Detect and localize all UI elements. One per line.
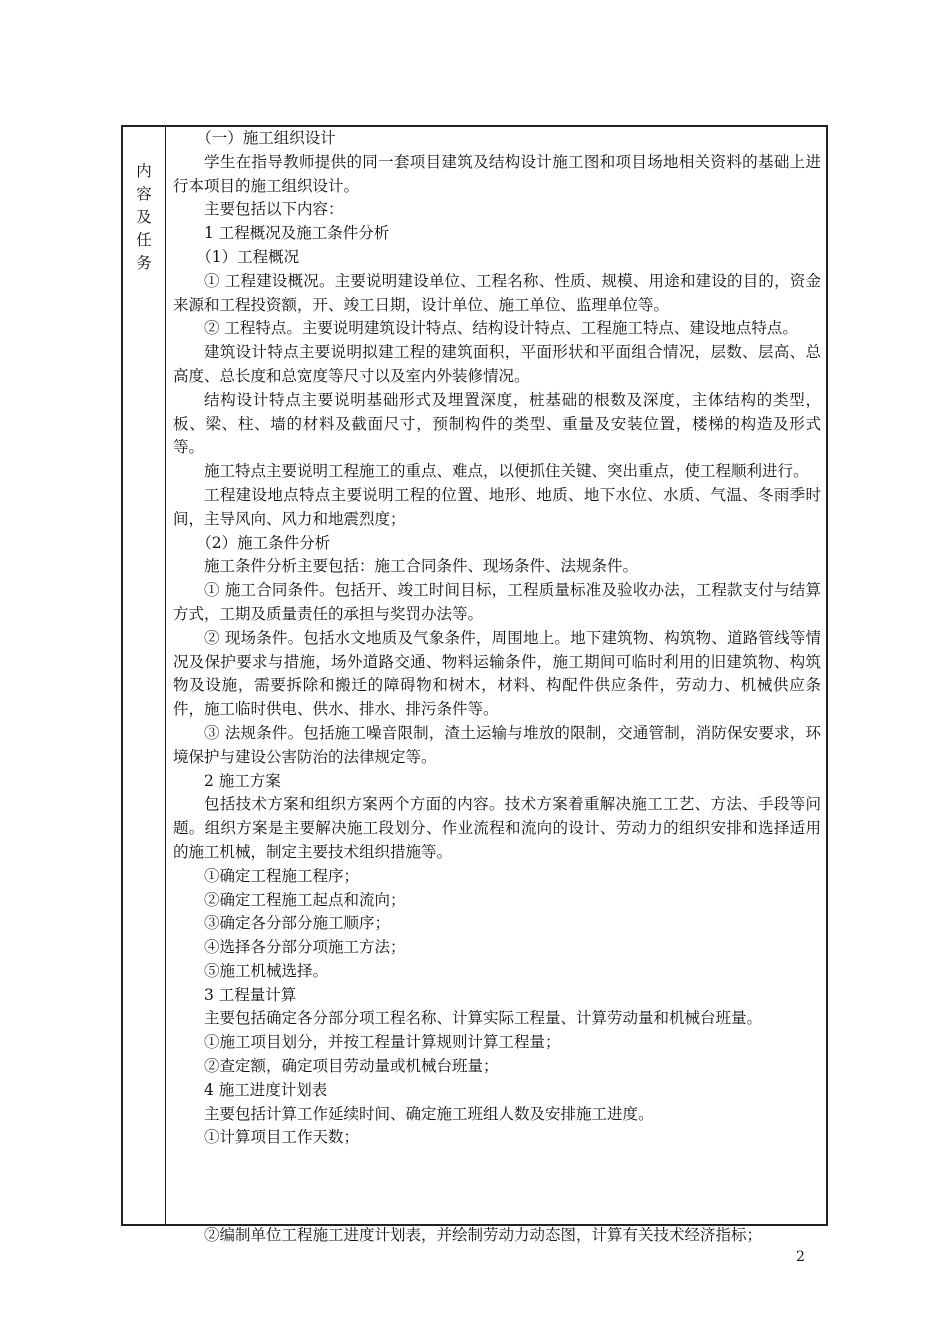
content-paragraph: 4 施工进度计划表: [204, 1080, 328, 1099]
content-paragraph: ①施工项目划分，并按工程量计算规则计算工程量；: [204, 1033, 561, 1052]
section-label: [123, 160, 165, 275]
content-paragraph: ② 工程特点。主要说明建筑设计特点、结构设计特点、工程施工特点、建设地点特点。: [204, 319, 798, 338]
content-paragraph: 结构设计特点主要说明基础形式及埋置深度，桩基础的根数及深度，主体结构的类型，板、梁、柱、墙的材料及截面尺寸，预制构件的类型、重量及安装位置，楼梯的构造及形式等。: [173, 390, 821, 457]
section-label-char: 及: [136, 208, 152, 226]
section-label-char: 容: [136, 185, 152, 203]
content-paragraph: 1 工程概况及施工条件分析: [204, 224, 390, 243]
content-paragraph: 工程建设地点特点主要说明工程的位置、地形、地质、地下水位、水质、气温、冬雨季时间，主导风向、风力和地震烈度；: [173, 485, 821, 528]
content-paragraph: ① 工程建设概况。主要说明建设单位、工程名称、性质、规模、用途和建设的目的，资金来源和工程投资额，开、竣工日期，设计单位、施工单位、监理单位等。: [173, 271, 821, 314]
content-paragraph: ② 现场条件。包括水文地质及气象条件，周围地上。地下建筑物、构筑物、道路管线等情况及保护要求与措施，场外道路交通、物料运输条件，施工期间可临时利用的旧建筑物、构筑物及设施，需要拆除和搬迁的障碍物和树木，材料、构配件供应条件，劳动力、机械供应条件，施工临时供电、供水、排水、排污条件等。: [173, 628, 821, 719]
content-paragraph: （2）施工条件分析: [196, 533, 331, 552]
content-paragraph: 主要包括以下内容：: [204, 200, 344, 219]
content-paragraph: ①确定工程施工程序；: [204, 866, 360, 885]
section-label-char: 任: [136, 231, 152, 249]
content-paragraph: 主要包括计算工作延续时间、确定施工班组人数及安排施工进度。: [204, 1104, 654, 1123]
content-paragraph: ②查定额，确定项目劳动量或机械台班量；: [204, 1057, 499, 1076]
page-number: 2: [796, 1249, 805, 1265]
content-paragraph: 3 工程量计算: [204, 985, 297, 1004]
content-paragraph: ① 施工合同条件。包括开、竣工时间目标，工程质量标准及验收办法，工程款支付与结算方式，工期及质量责任的承担与奖罚办法等。: [173, 581, 821, 623]
content-paragraph: ③确定各分部分施工顺序；: [204, 914, 391, 933]
content-paragraph: ②确定工程施工起点和流向；: [204, 890, 406, 909]
content-paragraph: 学生在指导教师提供的同一套项目建筑及结构设计施工图和项目场地相关资料的基础上进行本项目的施工组织设计。: [173, 152, 821, 195]
column-divider: [165, 125, 166, 1226]
content-paragraph: 建筑设计特点主要说明拟建工程的建筑面积，平面形状和平面组合情况，层数、层高、总高度、总长度和总宽度等尺寸以及室内外装修情况。: [173, 343, 821, 385]
task-content: [173, 127, 821, 1150]
content-paragraph: 主要包括确定各分部分项工程名称、计算实际工程量、计算劳动量和机械台班量。: [204, 1009, 763, 1028]
content-paragraph: ⑤施工机械选择。: [204, 961, 329, 980]
section-label-char: 务: [136, 254, 152, 272]
content-paragraph: 施工特点主要说明工程施工的重点、难点，以便抓住关键、突出重点，使工程顺利进行。: [204, 462, 809, 481]
content-paragraph: ④选择各分部分项施工方法；: [204, 938, 406, 957]
overflow-text-line: ②编制单位工程施工进度计划表，并绘制劳动力动态图，计算有关技术经济指标；: [204, 1226, 763, 1244]
content-paragraph: 施工条件分析主要包括：施工合同条件、现场条件、法规条件。: [204, 557, 639, 576]
content-paragraph: （1）工程概况: [196, 247, 300, 266]
content-paragraph: 包括技术方案和组织方案两个方面的内容。技术方案着重解决施工工艺、方法、手段等问题。组织方案是主要解决施工段划分、作业流程和流向的设计、劳动力的组织安排和选择适用的施工机械，制定主要技术组织措施等。: [173, 795, 821, 861]
content-paragraph: （一）施工组织设计: [196, 129, 336, 147]
content-paragraph: ③ 法规条件。包括施工噪音限制，渣土运输与堆放的限制，交通管制，消防保安要求，环境保护与建设公害防治的法律规定等。: [173, 723, 821, 766]
section-label-char: 内: [136, 162, 152, 180]
content-paragraph: 2 施工方案: [204, 771, 281, 790]
content-paragraph: ①计算项目工作天数；: [204, 1128, 360, 1147]
